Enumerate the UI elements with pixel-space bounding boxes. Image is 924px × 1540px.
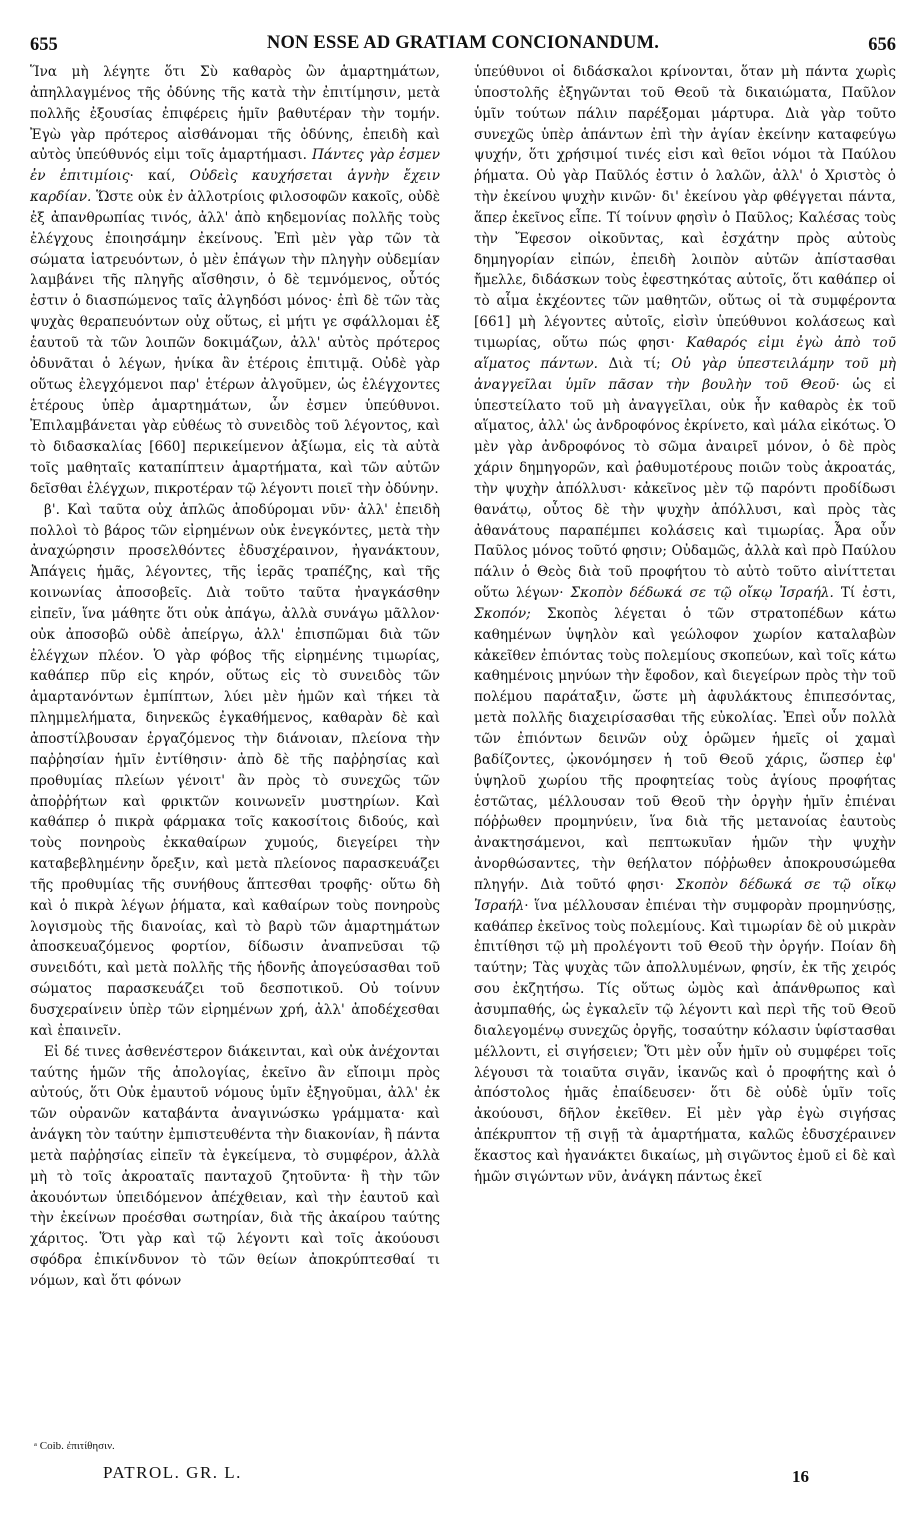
scripture-quote: Σκοπόν; [474, 605, 531, 622]
left-column [30, 62, 440, 1292]
gathering-number: 16 [792, 1467, 809, 1486]
signature-mark: PATROL. GR. L. [103, 1463, 242, 1482]
right-column [474, 62, 896, 1188]
scripture-quote: Καθαρός εἰμι ἐγὼ ἀπὸ τοῦ αἵματος πάντων. [474, 334, 896, 372]
scripture-quote: Πάντες γὰρ ἐσμεν ἐν ἐπιτιμίοις [30, 147, 440, 185]
scripture-quote: Σκοπὸν δέδωκά σε τῷ οἴκῳ Ἰσραήλ. [570, 585, 834, 602]
scripture-quote: Σκοπὸν δέδωκά σε τῷ οἴκῳ Ἰσραήλ [474, 876, 896, 914]
paragraph: β'. Καὶ ταῦτα οὐχ ἁπλῶς ἀποδύρομαι νῦν· ἀλλ' ἐπειδὴ πολλοὶ τὸ βάρος τῶν εἰρημένων οὐκ ἐνεγκόντες, μετὰ τὴν ἀναχώρησιν προσελθόντες ἐδυσχέραινον, ἠγανάκτουν, Ἀπάγεις ἡμᾶς, λέγοντες, τῆς ἱερᾶς τραπέζης, καὶ τῆς κοινωνίας ἀποσοβεῖς. Διὰ τοῦτο ταῦτα ἠναγκάσθην εἰπεῖν, ἵνα μάθητε ὅτι οὐκ ἀπάγω, ἀλλὰ συνάγω μᾶλλον· οὐκ ἀποσοβῶ οὐδὲ ἀπείργω, ἀλλ' ἐπισπῶμαι διὰ τῶν ἐλέγχων πλέον. Ὁ γὰρ φόβος τῆς εἰρημένης τιμωρίας, καθάπερ πῦρ εἰς κηρόν, οὕτως εἰς τὸ συνειδὸς τῶν ἁμαρτανόντων ἐμπίπτων, λύει μὲν ἡμῶν καὶ τήκει τὰ πλημμελήματα, διηνεκῶς ἐγκαθήμενος, καθαρὰν δὲ καὶ ἀποστίλβουσαν ἐργαζόμενος τὴν διάνοιαν, πλείονα τὴν παῤῥησίαν ἡμῖν ἐντίθησιν· ἀπὸ δὲ τῆς παῤῥησίας καὶ προθυμίας πλείων γένοιτ' ἂν πρὸς τὸ συνεχῶς τῶν ἀποῤῥήτων καὶ φρικτῶν κοινωνεῖν μυστηρίων. Καὶ καθάπερ ὁ πικρὰ φάρμακα τοῖς κακοσίτοις διδούς, καὶ τοὺς πονηροὺς ἐκκαθαίρων χυμούς, διεγείρει τὴν καταβεβλημένην ὄρεξιν, καὶ μετὰ πλείονος παρασκευάζει τῆς προθυμίας τῆς συνήθους ἅπτεσθαι τροφῆς· οὕτω δὴ καὶ ὁ πικρὰ λέγων ῥήματα, καὶ καθαίρων τοὺς πονηροὺς λογισμοὺς τῆς διανοίας, καὶ τὸ βαρὺ τῶν ἁμαρτημάτων ἀποσκευαζόμενος φορτίον, δίδωσιν ἀναπνεῦσαι τῷ συνειδότι, καὶ μετὰ πολλῆς τῆς ἡδονῆς ἀπογεύσασθαι τοῦ σώματος παρασκευάζει τοῦ δεσποτικοῦ. Οὐ τοίνυν δυσχεραίνειν ὑπὲρ τῶν εἰρημένων χρή, ἀλλ' ἀποδέχεσθαι καὶ ἐπαινεῖν. [30, 501, 440, 1039]
paragraph: ὑπεύθυνοι οἱ διδάσκαλοι κρίνονται, ὅταν μὴ πάντα χωρὶς ὑποστολῆς ἐξηγῶνται τοῦ Θεοῦ τὰ δικαιώματα, Παῦλον ὑμῖν τούτων πάλιν παρέξομαι μάρτυρα. Διὰ γὰρ τοῦτο συνεχῶς ὑπὲρ ἁπάντων ἐπὶ τὴν ἁγίαν ἐκείνην καταφεύγω ψυχήν, ὅτι χρήσιμοί τινές εἰσι καὶ θεῖοι νόμοι τὰ Παύλου ῥήματα. Οὐ γὰρ Παῦλός ἐστιν ὁ λαλῶν, ἀλλ' ὁ Χριστὸς ὁ τὴν ἐκείνου ψυχὴν κινῶν· δι' ἐκείνου γὰρ φθέγγεται πάντα, ἅπερ ἐκεῖνος εἶπε. Τί τοίνυν φησὶν ὁ Παῦλος; Καλέσας τοὺς τὴν Ἔφεσον οἰκοῦντας, καὶ ἐσχάτην πρὸς αὐτοὺς δημηγορίαν εἰπών, ἐπειδὴ λοιπὸν αὐτῶν ἀπίστασθαι ἤμελλε, διδάσκων τοὺς ἐφεστηκότας αὐτοῖς, ὅτι καθάπερ οἱ τὸ αἷμα ἐκχέοντες τῶν μαθητῶν, οὕτως οἱ τὰ συμφέροντα [661] μὴ λέγοντες αὐτοῖς, εἰσὶν ὑπεύθυνοι κολάσεως καὶ τιμωρίας, οὕτω πώς φησι· Καθαρός εἰμι ἐγὼ ἀπὸ τοῦ αἵματος πάντων. Διὰ τί; Οὐ γὰρ ὑπεστειλάμην τοῦ μὴ ἀναγγεῖλαι ὑμῖν πᾶσαν τὴν βουλὴν τοῦ Θεοῦ· ὡς εἰ ὑπεστείλατο τοῦ μὴ ἀναγγεῖλαι, οὐκ ἦν καθαρὸς ἐκ τοῦ αἵματος, ἀλλ' ὡς ἀνδροφόνος ἐκρίνετο, καὶ μάλα εἰκότως. Ὁ μὲν γὰρ ἀνδροφόνος τὸ σῶμα ἀναιρεῖ μόνον, ὁ δὲ πρὸς χάριν δημηγορῶν, καὶ ῥαθυμοτέρους ποιῶν τοὺς ἀκροατάς, τὴν ψυχὴν ἀπόλλυσι· κἀκεῖνος μὲν τῷ παρόντι προδίδωσι θανάτῳ, οὗτος δὲ τὴν ψυχὴν ἀπόλλυσι, καὶ πρὸς τὰς ἀθανάτους παραπέμπει κολάσεις καὶ τιμωρίας. Ἆρα οὖν Παῦλος μόνος τοῦτό φησιν; Οὐδαμῶς, ἀλλὰ καὶ πρὸ Παύλου πάλιν ὁ Θεὸς διὰ τοῦ προφήτου τὸ αὐτὸ τοῦτο αἰνίττεται οὕτω λέγων· Σκοπὸν δέδωκά σε τῷ οἴκῳ Ἰσραήλ. Τί ἐστι, Σκοπόν; Σκοπὸς λέγεται ὁ τῶν στρατοπέδων κάτω καθημένων ὑψηλὸν καὶ γεώλοφον χωρίον καταλαβὼν κἀκεῖθεν ἐπιόντας τοὺς πολεμίους σκοπεύων, καὶ τοῖς κάτω καθημένοις μηνύων τὴν ἔφοδον, καὶ διεγείρων πρὸς τὴν τοῦ πολέμου παράταξιν, ὥστε μὴ ἀφυλάκτους ἐπιπεσόντας, μετὰ πολλῆς διαχειρίσασθαι τῆς εὐκολίας. Ἐπεὶ οὖν πολλὰ τῶν ἐπιόντων δεινῶν οὐχ ὁρῶμεν ἡμεῖς οἱ χαμαὶ βαδίζοντες, ᾠκονόμησεν ἡ τοῦ Θεοῦ χάρις, ὥσπερ ἐφ' ὑψηλοῦ χωρίου τῆς προφητείας τοὺς ἁγίους προφήτας ἑστῶτας, μέλλουσαν τοῦ Θεοῦ τὴν ὀργὴν ἡμῖν ἐπιέναι πόῤῥωθεν προμηνύειν, ἵνα διὰ τῆς μετανοίας ἑαυτοὺς ἀνακτησάμενοι, καὶ πεπτωκυῖαν ἡμῶν τὴν ψυχὴν ἀνορθώσαντες, τὴν θεήλατον πόῤῥωθεν ἀποκρουσώμεθα πληγήν. Διὰ τοῦτό φησι· Σκοπὸν δέδωκά σε τῷ οἴκῳ Ἰσραήλ· ἵνα μέλλουσαν ἐπιέναι τὴν συμφορὰν προμηνύσῃς, καθάπερ ἐκεῖνος τοὺς πολεμίους. Καὶ τιμωρίαν δὲ οὐ μικρὰν ἐπιτίθησι τῷ μὴ προλέγοντι τοῦ Θεοῦ τὴν ὀργήν. Ποίαν δὴ ταύτην; Τὰς ψυχὰς τῶν ἀπολλυμένων, φησίν, ἐκ τῆς χειρός σου ἐκζητήσω. Τίς οὕτως ὠμὸς καὶ ἀπάνθρωπος καὶ ἀσυμπαθής, ὡς ἐγκαλεῖν τῷ λέγοντι καὶ περὶ τῆς τοῦ Θεοῦ διαλεγομένῳ συνεχῶς ὀργῆς, τοσαύτην κόλασιν ὑφίστασθαι μέλλοντι, εἰ σιγήσειεν; Ὅτι μὲν οὖν ἡμῖν οὐ συμφέρει τοῖς λέγουσι τὰ τοιαῦτα σιγᾶν, ἱκανῶς καὶ ὁ προφήτης καὶ ὁ ἀπόστολος ἡμᾶς ἐπαίδευσεν· ὅτι δὲ οὐδὲ ὑμῖν τοῖς ἀκούουσι, δῆλον ἐκεῖθεν. Εἰ μὲν γὰρ ἐγὼ σιγήσας ἀπέκρυπτον τῇ σιγῇ τὰ ἁμαρτήματα, καλῶς ἐδυσχέραινεν ἕκαστος καὶ ἠγανάκτει δικαίως, μὴ σιγῶντος ἐμοῦ εἰ δὲ καὶ ἡμῶν σιγώντων νῦν, ἀνάγκη πάντως ἐκεῖ [474, 64, 897, 1185]
page-number-right: 656 [868, 35, 896, 55]
running-title: NON ESSE AD GRATIAM CONCIONANDUM. [266, 33, 660, 53]
running-header [30, 33, 896, 59]
paragraph: Εἰ δέ τινες ἀσθενέστερον διάκεινται, καὶ οὐκ ἀνέχονται ταύτης ἡμῶν τῆς ἀπολογίας, ἐκεῖνο ἂν εἴποιμι πρὸς αὐτούς, ὅτι Οὐκ ἐμαυτοῦ νόμους ὑμῖν ἐξηγοῦμαι, ἀλλ' ἐκ τῶν οὐρανῶν καταβάντα ἀναγινώσκω γράμματα· καὶ ἀνάγκη τὸν ταύτην ἐμπιστευθέντα τὴν διακονίαν, ἢ πάντα μετὰ παῤῥησίας εἰπεῖν τὰ ἐγκείμενα, τὸ συμφέρον, ἀλλὰ μὴ τὸ τοῖς ἀκροαταῖς πανταχοῦ ζητοῦντα· ἢ τὴν τῶν ἀκουόντων ὑπειδόμενον ἀπέχθειαν, καὶ τὴν ἑαυτοῦ καὶ τὴν ἐκείνων προέσθαι σωτηρίαν, διὰ τῆς ἀκαίρου ταύτης χάριτος. Ὅτι γὰρ καὶ τῷ λέγοντι καὶ τοῖς ἀκούουσι σφόδρα ἐπικίνδυνον τὸ τῶν θείων ἀποκρύπτεσθαί τι νόμων, καὶ ὅτι φόνων [30, 1043, 440, 1289]
paragraph: Ἵνα μὴ λέγητε ὅτι Σὺ καθαρὸς ὢν ἁμαρτημάτων, ἀπηλλαγμένος τῆς ὀδύνης τῆς κατὰ τὴν ἐπιτίμησιν, μετὰ πολλῆς ἐξουσίας ἐπιφέρεις ἡμῖν βαθυτέραν τὴν τομήν. Ἐγὼ γὰρ πρότερος αἰσθάνομαι τῆς ὀδύνης, ἐπειδὴ καὶ αὐτὸς ὑπεύθυνός εἰμι τοῖς ἁμαρτήμασι. Πάντες γὰρ ἐσμεν ἐν ἐπιτιμίοις· καί, Οὐδεὶς καυχήσεται ἁγνὴν ἔχειν καρδίαν. Ὥστε οὐκ ἐν ἀλλοτρίοις φιλοσοφῶν κακοῖς, οὐδὲ ἐξ ἀπανθρωπίας τινός, ἀλλ' ἀπὸ κηδεμονίας πολλῆς τοὺς ἐλέγχους ἐποιησάμην ἐκείνους. Ἐπὶ μὲν γὰρ τῶν τὰ σώματα ἰατρευόντων, ὁ μὲν ἐπάγων τὴν πληγὴν οὐδεμίαν λαμβάνει τῆς πληγῆς αἴσθησιν, ὁ δὲ τεμνόμενος, οὗτός ἐστιν ὁ διασπώμενος ταῖς ἀλγηδόσι μόνος· ἐπὶ δὲ τῶν τὰς ψυχὰς θεραπευόντων οὐχ οὕτως, εἰ μήτι γε σφάλλομαι ἐξ ἑαυτοῦ τὰ τῶν λοιπῶν δοκιμάζων, ἀλλ' αὐτὸς πρότερος ὀδυνᾶται ὁ λέγων, ἡνίκα ἂν ἑτέροις ἐπιτιμᾷ. Οὐδὲ γὰρ οὕτως ἐλεγχόμενοι παρ' ἑτέρων ἀλγοῦμεν, ὡς ἐλέγχοντες ἑτέρους ὑπὲρ ἁμαρτημάτων, ὧν ἐσμεν ὑπεύθυνοι. Ἐπιλαμβάνεται γὰρ εὐθέως τὸ συνειδὸς τοῦ λέγοντος, καὶ τὸ διδασκαλίας [660] περικείμενον ἀξίωμα, εἰς τὰ αὐτὰ τοῖς μαθηταῖς καταπίπτειν ἁμαρτήματα, καὶ τῶν αὐτῶν δεῖσθαι ἐλέγχων, πικροτέραν τῷ λέγοντι ποιεῖ τὴν ὀδύνην. [30, 64, 440, 497]
page-number-left: 655 [30, 35, 58, 55]
scripture-quote: Οὐδεὶς καυχήσεται ἁγνὴν ἔχειν καρδίαν. [30, 168, 440, 206]
footnote: ᵃ Coib. ἐπιτίθησιν. [34, 1440, 115, 1452]
scripture-quote: Οὐ γὰρ ὑπεστειλάμην τοῦ μὴ ἀναγγεῖλαι ὑμῖν πᾶσαν τὴν βουλὴν τοῦ Θεοῦ [474, 355, 897, 393]
